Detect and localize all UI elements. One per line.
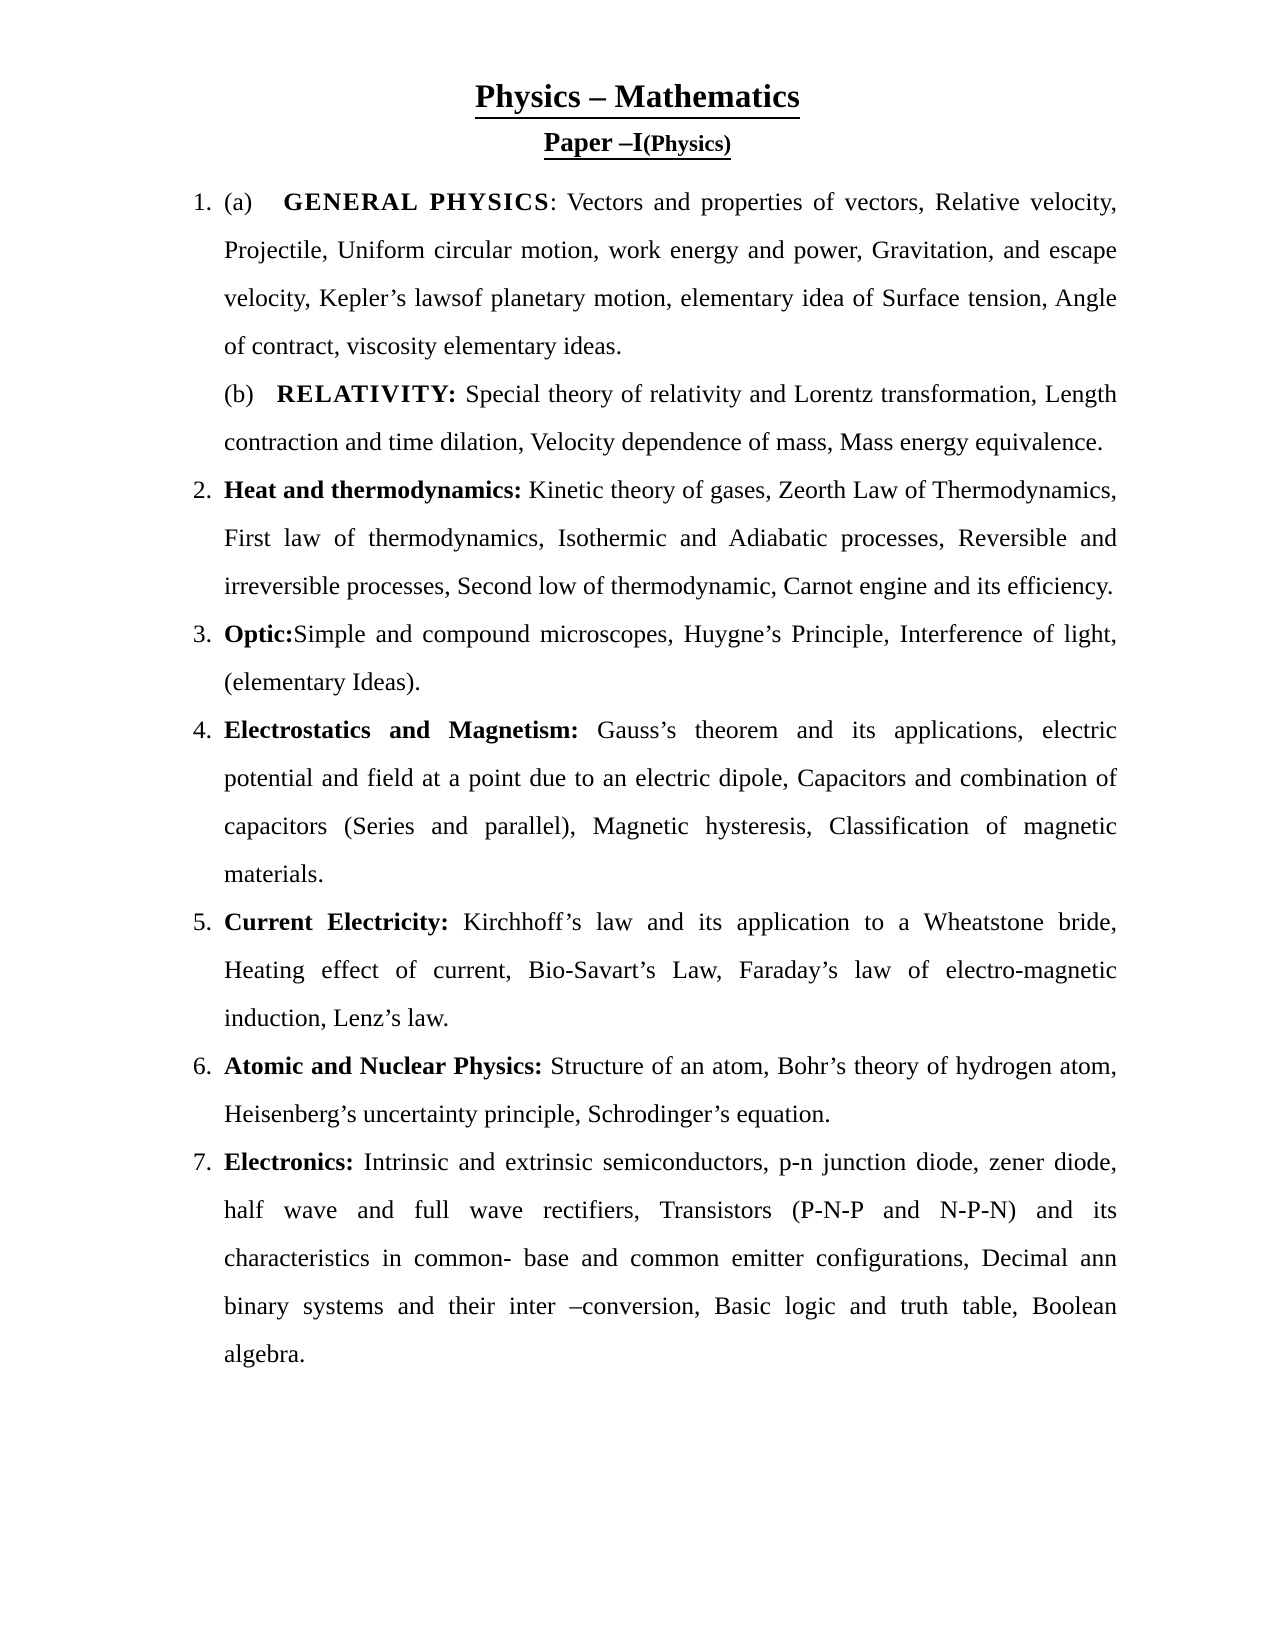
topic-body-text: Kinetic theory of gases, Zeorth Law of Thermodynamics, First law of thermodynamics, Isothermic and Adiabatic processes, Reversible and irreversible processes, Second low of thermodynamic, Carnot engine and its efficiency. <box>224 474 1117 600</box>
syllabus-paragraph <box>224 466 1117 610</box>
syllabus-item <box>178 1138 1117 1378</box>
syllabus-item <box>178 1042 1117 1138</box>
topic-heading: Heat and thermodynamics: <box>224 474 522 504</box>
topic-body-text: Vectors and properties of vectors, Relative velocity, Projectile, Uniform circular motion, work energy and power, Gravitation, and escape velocity, Kepler’s lawsof planetary motion, elementary idea of Surface tension, Angle of contract, viscosity elementary ideas. <box>224 186 1117 360</box>
topic-heading: Electronics: <box>224 1146 354 1176</box>
syllabus-paragraph <box>224 370 1117 466</box>
syllabus-item <box>178 610 1117 706</box>
page-title: Physics – Mathematics <box>475 78 800 119</box>
topic-body-text: Kirchhoff’s law and its application to a Wheatstone bride, Heating effect of current, Bio-Savart’s Law, Faraday’s law of electro-magnetic induction, Lenz’s law. <box>224 906 1117 1032</box>
topic-body-text: Special theory of relativity and Lorentz transformation, Length contraction and time dilation, Velocity dependence of mass, Mass energy equivalence. <box>224 378 1117 456</box>
syllabus-item-number: 2. <box>192 474 212 504</box>
page-subtitle <box>544 128 731 160</box>
topic-body-text: Simple and compound microscopes, Huygne’s Principle, Interference of light, (elementary Ideas). <box>224 618 1117 696</box>
syllabus-item-number: 5. <box>192 906 212 936</box>
syllabus-paragraph <box>224 178 1117 370</box>
syllabus-paragraph <box>224 1138 1117 1378</box>
topic-body-text: Intrinsic and extrinsic semiconductors, p-n junction diode, zener diode, half wave and full wave rectifiers, Transistors (P-N-P and N-P-N) and its characteristics in common- base and common emitter configurations, Decimal ann binary systems and their inter –conversion, Basic logic and truth table, Boolean algebra. <box>224 1146 1117 1368</box>
subtitle-main-text: Paper –I <box>543 127 644 158</box>
syllabus-item-number: 6. <box>192 1050 212 1080</box>
syllabus-paragraph <box>224 898 1117 1042</box>
syllabus-item-number: 1. <box>192 186 212 216</box>
topic-heading: Optic: <box>224 618 294 648</box>
syllabus-item-number: 3. <box>192 618 212 648</box>
syllabus-list <box>0 178 1275 1378</box>
topic-heading: Atomic and Nuclear Physics: <box>224 1050 543 1080</box>
topic-heading: Electrostatics and Magnetism: <box>224 714 579 744</box>
syllabus-paragraph <box>224 610 1117 706</box>
paragraph-label: (a) <box>224 186 253 216</box>
topic-heading: RELATIVITY: <box>276 378 458 408</box>
syllabus-paragraph <box>224 706 1117 898</box>
syllabus-item <box>178 178 1117 466</box>
subtitle-paren-text: (Physics) <box>643 131 732 157</box>
title-block <box>0 0 1275 160</box>
paragraph-label: (b) <box>224 378 254 408</box>
syllabus-item-number: 4. <box>192 714 212 744</box>
topic-body-text: Structure of an atom, Bohr’s theory of hydrogen atom, Heisenberg’s uncertainty principle, Schrodinger’s equation. <box>224 1050 1117 1128</box>
syllabus-item-number: 7. <box>192 1146 212 1176</box>
topic-heading: Current Electricity: <box>224 906 449 936</box>
topic-body-text: Gauss’s theorem and its applications, electric potential and field at a point due to an electric dipole, Capacitors and combination of capacitors (Series and parallel), Magnetic hysteresis, Classification of magnetic materials. <box>224 714 1117 888</box>
topic-heading: GENERAL PHYSICS <box>283 186 550 216</box>
syllabus-paragraph <box>224 1042 1117 1138</box>
topic-heading-separator: : <box>549 186 557 216</box>
syllabus-item <box>178 466 1117 610</box>
syllabus-item <box>178 898 1117 1042</box>
subtitle-wrap <box>0 128 1275 160</box>
syllabus-item <box>178 706 1117 898</box>
